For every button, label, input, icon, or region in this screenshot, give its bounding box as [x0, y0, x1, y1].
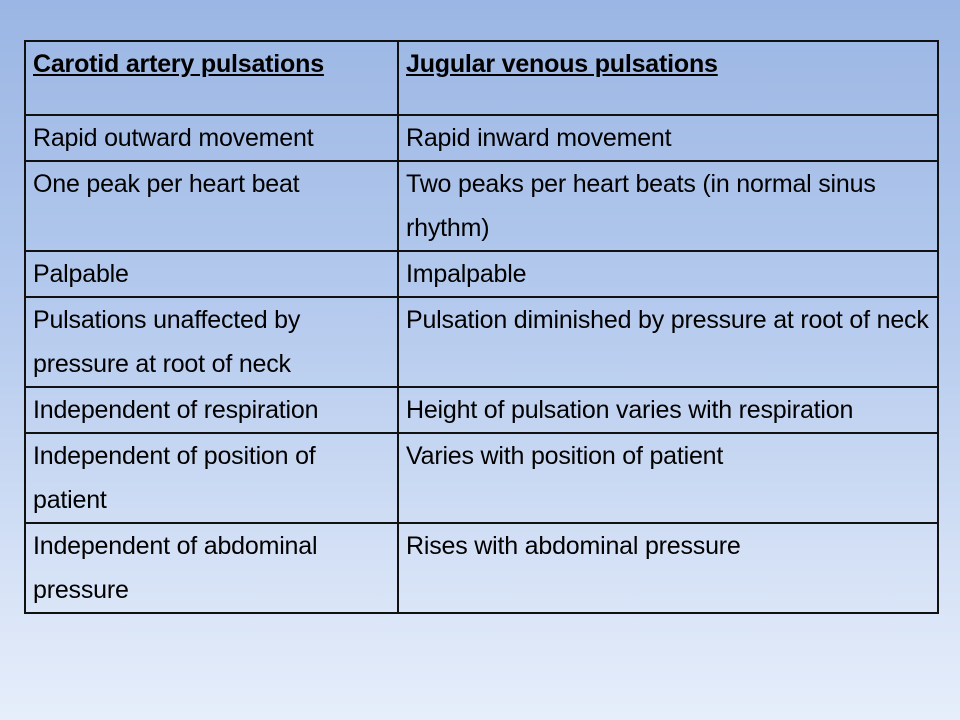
table-header-row: [25, 41, 938, 115]
table-row: [25, 251, 938, 297]
table-row: [25, 161, 938, 251]
carotid-cell: Independent of abdominal pressure: [25, 523, 398, 613]
header-carotid: Carotid artery pulsations: [25, 41, 398, 115]
jugular-cell: Pulsation diminished by pressure at root of neck: [398, 297, 938, 387]
carotid-cell: Independent of position of patient: [25, 433, 398, 523]
carotid-cell: Independent of respiration: [25, 387, 398, 433]
carotid-cell: Palpable: [25, 251, 398, 297]
jugular-cell: Impalpable: [398, 251, 938, 297]
table-row: [25, 115, 938, 161]
jugular-cell: Two peaks per heart beats (in normal sinus rhythm): [398, 161, 938, 251]
table-row: [25, 433, 938, 523]
jugular-cell: Rises with abdominal pressure: [398, 523, 938, 613]
table-row: [25, 297, 938, 387]
carotid-cell: One peak per heart beat: [25, 161, 398, 251]
comparison-table: [24, 40, 939, 614]
table-row: [25, 523, 938, 613]
jugular-cell: Rapid inward movement: [398, 115, 938, 161]
jugular-cell: Height of pulsation varies with respiration: [398, 387, 938, 433]
header-jugular: Jugular venous pulsations: [398, 41, 938, 115]
carotid-cell: Pulsations unaffected by pressure at root of neck: [25, 297, 398, 387]
carotid-cell: Rapid outward movement: [25, 115, 398, 161]
comparison-table-container: [24, 40, 937, 614]
jugular-cell: Varies with position of patient: [398, 433, 938, 523]
table-row: [25, 387, 938, 433]
